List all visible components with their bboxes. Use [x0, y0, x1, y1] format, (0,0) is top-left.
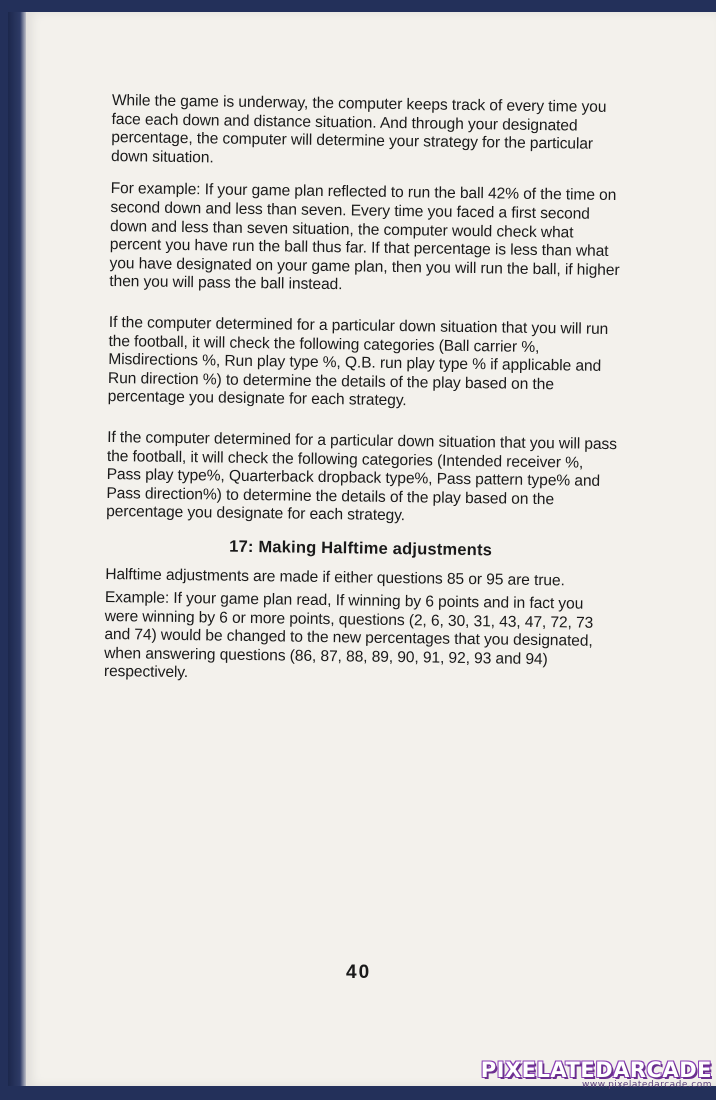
page-number: 40	[346, 962, 372, 983]
paragraph-example: For example: If your game plan reflected to run the ball 42% of the time on second down and less than seven. Every time you faced a first second down and less than seven situation, the computer would check what percent you have run the ball thus far. If that percentage is less than what you have designated on your game plan, then you will run the ball, if higher then you will pass the ball instead.	[109, 180, 620, 294]
paragraph-halftime-example: Example: If your game plan read, If winning by 6 points and in fact you were winning by 6 or more points, questions (2, 6, 30, 31, 43, 47, 72, 73 and 74) would be changed to the new percentages that you designated, when answering questions (86, 87, 88, 89, 90, 91, 92, 93 and 94) respectively.	[103, 589, 594, 682]
paragraph-halftime: Halftime adjustments are made if either questions 85 or 95 are true.	[105, 566, 565, 590]
watermark-logo	[481, 1058, 712, 1090]
section-heading: 17: Making Halftime adjustments	[229, 537, 493, 560]
paragraph-intro: While the game is underway, the computer keeps track of every time you face each down and distance situation. And through your designated percentage, the computer will determine your strategy for the particular down situation.	[110, 92, 607, 167]
paragraph-pass-categories: If the computer determined for a particular down situation that you will pass the football, it will check the following categories (Intended receiver %, Pass play type%, Quarterback dropback type%, Pass pattern type% and Pass direction%) to determine the details of the play based on the percentage you designate for each strategy.	[106, 428, 618, 525]
paragraph-run-categories: If the computer determined for a particular down situation that you will run the football, it will check the following categories (Ball carrier %, Misdirections %, Run play type %, Q.B. run play type % if applicable and Run direction %) to determine the details of the play based on the percentage you designate for each strategy.	[107, 313, 609, 410]
watermark-brand: PIXELATEDARCADE	[480, 1058, 712, 1082]
page-body	[104, 92, 622, 703]
manual-page	[26, 12, 716, 1086]
watermark-url: www.pixelatedarcade.com	[581, 1080, 712, 1090]
